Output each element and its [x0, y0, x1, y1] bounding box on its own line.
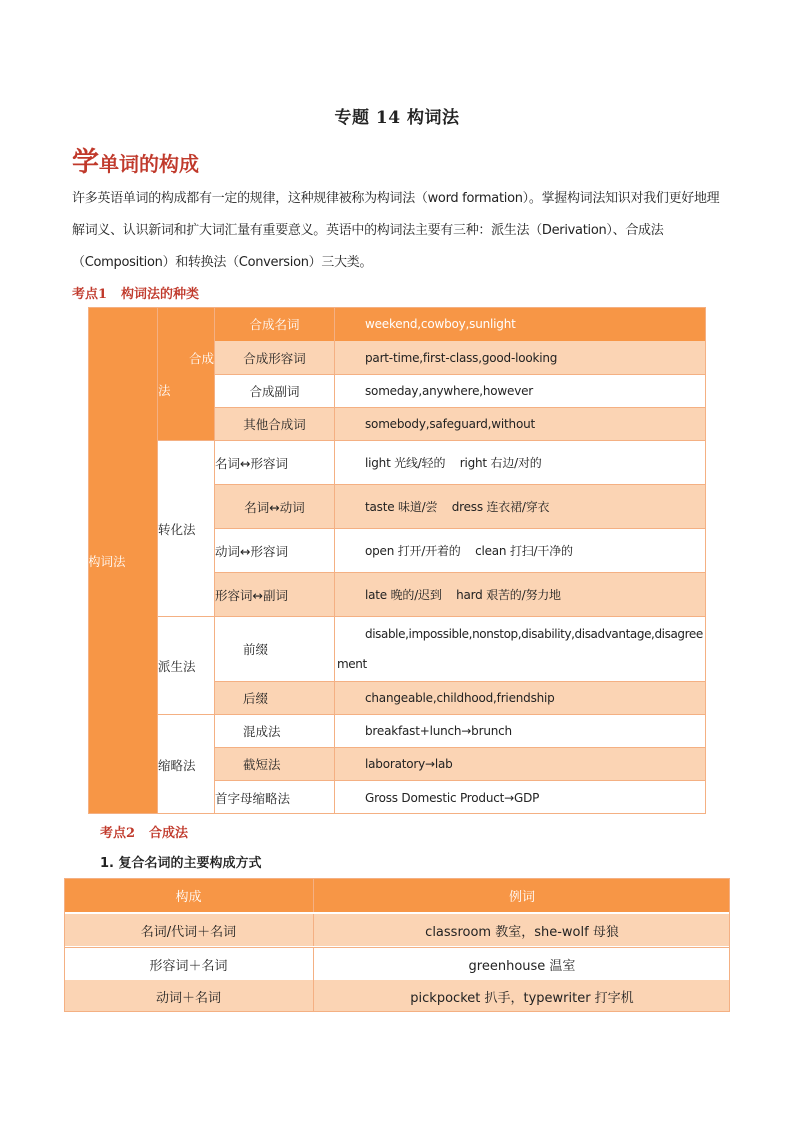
example-cell: [335, 748, 706, 781]
example-cell: [335, 781, 706, 814]
table-header-row: [64, 878, 730, 912]
kaodian-1-number: 考点1: [72, 287, 108, 302]
example-text: open 打开/开着的 clean 打扫/干净的: [365, 544, 573, 558]
type-label: 其他合成词: [243, 417, 306, 432]
group-composition: [158, 307, 215, 441]
type-cell: [215, 781, 335, 814]
example-text: light 光线/轻的 right 右边/对的: [365, 456, 542, 470]
table-root-label: 构词法: [88, 553, 126, 569]
example-cell: [335, 341, 706, 375]
example-cell: [335, 375, 706, 408]
example-cell: [335, 408, 706, 441]
type-label: 名词↔动词: [244, 499, 305, 515]
section-heading: [72, 140, 199, 179]
example-text: taste 味道/尝 dress 连衣裙/穿衣: [365, 500, 550, 514]
type-label: 首字母缩略法: [215, 790, 291, 806]
example-text: somebody,safeguard,without: [365, 417, 536, 431]
type-label: 合成名词: [249, 317, 300, 332]
intro-paragraph: 许多英语单词的构成都有一定的规律，这种规律被称为构词法（word formation）。掌握构词法知识对我们更好地理解词义、认识新词和扩大词汇量有重要意义。英语中的构词法主要有三种：派生法（Derivation）、合成法（Composition）和转换法（Conversion）三大类。: [72, 191, 720, 270]
example-text: disable,impossible,nonstop,disability,disadvantage,disagree: [365, 627, 703, 641]
table-cell: greenhouse 温室: [468, 958, 576, 974]
group-abbreviation-label: 缩略法: [158, 757, 196, 773]
type-cell: [215, 408, 335, 441]
type-cell: [215, 441, 335, 485]
example-cell: [335, 307, 706, 341]
table-cell: classroom 教室，she-wolf 母狼: [425, 924, 619, 940]
group-derivation-label: 派生法: [158, 658, 196, 674]
example-text: laboratory→lab: [365, 757, 453, 771]
type-cell: [215, 529, 335, 573]
example-text: weekend,cowboy,sunlight: [365, 317, 516, 331]
subsection-heading: 1. 复合名词的主要构成方式: [100, 856, 262, 871]
table-root-cell: [88, 307, 158, 814]
type-label: 截短法: [243, 757, 281, 772]
example-cell: [335, 715, 706, 748]
table-row: [64, 914, 730, 946]
kaodian-2-heading: [100, 822, 188, 841]
type-label: 动词↔形容词: [215, 543, 288, 559]
example-text: part-time,first-class,good-looking: [365, 350, 558, 365]
page-title: 专题 14 构词法: [334, 108, 460, 128]
type-cell: [215, 715, 335, 748]
example-cell: [335, 617, 706, 682]
column-header: 例词: [508, 889, 535, 905]
type-cell: [215, 341, 335, 375]
type-cell: [215, 375, 335, 408]
table-cell: 形容词＋名词: [64, 948, 314, 980]
group-conversion: [158, 441, 215, 617]
type-label: 混成法: [243, 724, 281, 739]
type-label: 后缀: [243, 691, 269, 706]
example-cell: [335, 682, 706, 715]
section-heading-rest: 单词的构成: [99, 152, 199, 176]
type-label: 合成副词: [249, 384, 300, 399]
type-label: 前缀: [243, 642, 269, 657]
example-cell: [335, 485, 706, 529]
group-composition-label-a: 合成: [188, 350, 214, 366]
table-row: [64, 980, 730, 1012]
table-cell: 动词＋名词: [64, 980, 314, 1012]
group-conversion-label: 转化法: [158, 521, 196, 537]
example-cell: [335, 529, 706, 573]
type-cell: [215, 748, 335, 781]
type-cell: [215, 617, 335, 682]
type-cell: [215, 485, 335, 529]
column-header: 构成: [64, 878, 314, 912]
group-derivation: [158, 617, 215, 715]
example-text: breakfast+lunch→brunch: [365, 724, 512, 738]
table-cell: pickpocket 扒手，typewriter 打字机: [410, 990, 634, 1006]
word-formation-table: [88, 307, 706, 814]
type-label: 形容词↔副词: [215, 587, 288, 603]
compound-noun-table: [64, 878, 730, 1012]
table-row: [64, 947, 730, 981]
group-abbreviation: [158, 715, 215, 814]
type-cell: [215, 682, 335, 715]
group-composition-label-b: 法: [158, 382, 171, 398]
example-text: someday,anywhere,however: [365, 384, 534, 398]
example-text: Gross Domestic Product→GDP: [365, 790, 540, 805]
kaodian-2-number: 考点2: [100, 826, 136, 841]
example-text: late 晚的/迟到 hard 艰苦的/努力地: [365, 588, 561, 602]
kaodian-2-label: 合成法: [149, 826, 189, 841]
type-label: 合成形容词: [243, 350, 306, 366]
kaodian-1-heading: [72, 283, 199, 302]
type-cell: [215, 307, 335, 341]
table-cell: 名词/代词＋名词: [64, 914, 314, 946]
type-label: 名词↔形容词: [215, 455, 288, 471]
example-cell: [335, 573, 706, 617]
example-text-wrap: ment: [337, 657, 367, 671]
type-cell: [215, 573, 335, 617]
kaodian-1-label: 构词法的种类: [121, 287, 200, 302]
example-text: changeable,childhood,friendship: [365, 691, 555, 705]
example-cell: [335, 441, 706, 485]
section-heading-first-char: 学: [72, 147, 99, 178]
